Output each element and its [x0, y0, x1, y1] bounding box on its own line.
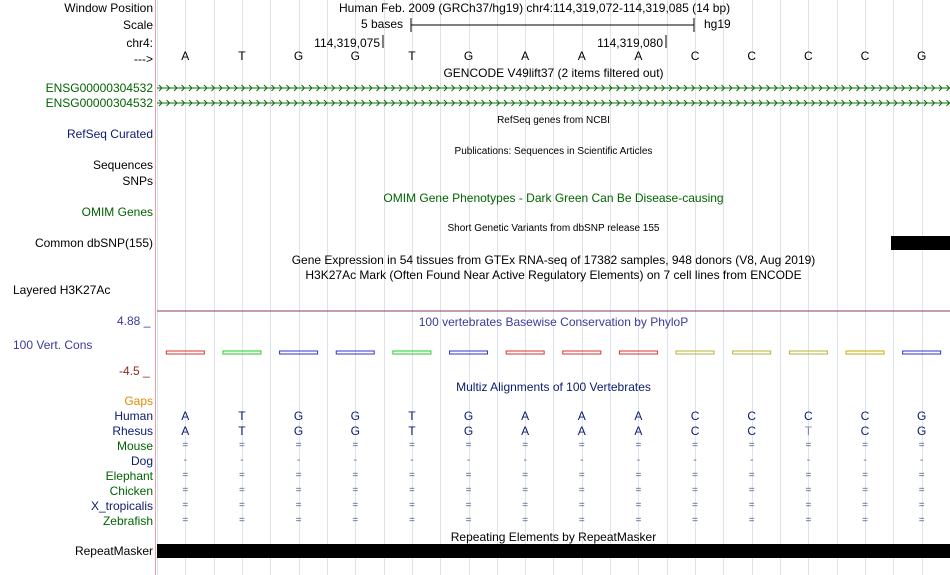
conservation-score-mark[interactable] [563, 351, 601, 354]
multiz-alignment-cell: G [293, 424, 304, 438]
multiz-alignment-cell: = [578, 470, 585, 481]
multiz-alignment-cell: - [863, 455, 867, 466]
multiz-alignment-cell: = [748, 515, 755, 526]
multiz-alignment-cell: = [862, 515, 868, 526]
multiz-alignment-cell: A [181, 424, 190, 438]
multiz-alignment-cell: = [805, 440, 812, 451]
multiz-alignment-cell: G [463, 424, 474, 438]
multiz-alignment-cell: = [692, 440, 698, 451]
gencode-item-2-label[interactable]: ENSG00000304532 [45, 96, 153, 110]
scale-label: Scale [122, 18, 153, 32]
multiz-alignment-cell: = [578, 440, 585, 451]
multiz-alignment-cell: T [804, 424, 813, 438]
multiz-alignment-cell: = [239, 515, 245, 526]
multiz-species-label[interactable]: Zebrafish [102, 514, 153, 528]
multiz-alignment-cell: - [296, 455, 301, 466]
base-letter: A [521, 49, 530, 63]
assembly-position-title[interactable]: Human Feb. 2009 (GRCh37/hg19) chr4:114,319,072-114,319,085 (14 bp) [339, 1, 731, 15]
multiz-alignment-cell: = [635, 500, 642, 511]
multiz-alignment-cell: = [408, 500, 415, 511]
multiz-alignment-cell: = [522, 515, 529, 526]
multiz-alignment-cell: = [918, 500, 925, 511]
strand-arrow-label: ---> [134, 52, 153, 66]
conservation-score-mark[interactable] [223, 351, 261, 354]
multiz-alignment-cell: = [239, 470, 245, 481]
conservation-track-label[interactable]: 100 Vert. Cons [13, 338, 93, 352]
multiz-alignment-cell: = [918, 515, 925, 526]
multiz-alignment-cell: = [182, 500, 189, 511]
multiz-alignment-cell: C [804, 409, 813, 423]
multiz-alignment-cell: = [522, 470, 529, 481]
multiz-alignment-cell: = [522, 485, 529, 496]
multiz-alignment-cell: = [805, 485, 812, 496]
conservation-score-mark[interactable] [393, 351, 431, 354]
multiz-alignment-cell: = [295, 485, 302, 496]
multiz-alignment-cell: A [634, 424, 643, 438]
h3k27ac-baseline [157, 310, 950, 313]
multiz-alignment-cell: = [295, 500, 302, 511]
multiz-alignment-cell: - [523, 455, 527, 466]
multiz-alignment-cell: = [862, 440, 868, 451]
multiz-alignment-cell: - [806, 455, 811, 466]
multiz-track-title[interactable]: Multiz Alignments of 100 Vertebrates [456, 380, 651, 394]
multiz-alignment-cell: = [465, 485, 472, 496]
multiz-species-label[interactable]: Human [114, 409, 153, 423]
scale-bar [405, 16, 705, 36]
multiz-alignment-cell: = [239, 485, 245, 496]
multiz-alignment-cell: = [182, 440, 189, 451]
multiz-alignment-cell: = [918, 470, 925, 481]
gencode-gene-features[interactable] [157, 81, 950, 111]
multiz-alignment-cell: - [353, 455, 357, 466]
base-letter: G [350, 49, 360, 63]
multiz-alignment-cell: = [465, 500, 472, 511]
base-letter: G [463, 49, 474, 63]
multiz-alignment-cell: G [916, 424, 927, 438]
multiz-alignment-cell: = [465, 515, 472, 526]
multiz-alignment-cell: = [352, 485, 359, 496]
multiz-alignment-cell: - [410, 455, 414, 466]
coordinate-tick-b: 114,319,080 [597, 36, 663, 50]
dbsnp-variant-feature[interactable] [891, 236, 950, 250]
multiz-alignment-cell: = [239, 500, 245, 511]
multiz-alignment-cell: = [182, 470, 189, 481]
multiz-alignment-cell: C [747, 409, 757, 423]
multiz-alignment-cell: - [466, 455, 471, 466]
conservation-score-mark[interactable] [506, 351, 544, 354]
base-letter: T [408, 49, 416, 63]
multiz-alignment-cell: = [182, 485, 189, 496]
chromosome-label: chr4: [126, 36, 153, 50]
gencode-item-1-label[interactable]: ENSG00000304532 [45, 81, 153, 95]
publications-snps-label[interactable]: SNPs [122, 174, 153, 188]
multiz-species-label[interactable]: Elephant [105, 469, 153, 483]
h3k27ac-track-title[interactable]: H3K27Ac Mark (Often Found Near Active Regulatory Elements) on 7 cell lines from ENCODE [305, 268, 802, 282]
multiz-alignment-cell: = [465, 470, 472, 481]
base-letter: G [916, 49, 927, 63]
multiz-alignment-cell: = [408, 470, 415, 481]
repeatmasker-track-label[interactable]: RepeatMasker [74, 544, 153, 558]
multiz-alignment-cell: - [580, 455, 584, 466]
multiz-alignment-cell: C [690, 409, 700, 423]
multiz-alignment-cell: = [182, 515, 189, 526]
base-letter: C [804, 49, 813, 63]
refseq-track-title[interactable]: RefSeq genes from NCBI [497, 115, 610, 126]
multiz-species-label[interactable]: Mouse [116, 439, 153, 453]
multiz-alignment-cell: = [578, 485, 585, 496]
multiz-alignment-cell: A [577, 424, 586, 438]
conservation-score-mark[interactable] [676, 351, 714, 354]
multiz-alignment-cell: = [352, 440, 359, 451]
multiz-alignment-cell: = [748, 485, 755, 496]
multiz-species-label[interactable]: X_tropicalis [90, 499, 153, 513]
conservation-score-mark[interactable] [450, 351, 488, 354]
multiz-alignment-cell: = [748, 440, 755, 451]
conservation-score-mark[interactable] [280, 351, 318, 354]
multiz-alignment-cell: = [408, 440, 415, 451]
multiz-alignment-cell: = [352, 470, 359, 481]
multiz-alignment-cell: = [805, 515, 812, 526]
multiz-alignment-cell: C [690, 424, 700, 438]
conservation-signal[interactable] [157, 344, 950, 364]
multiz-alignment-cell: = [635, 470, 642, 481]
conservation-score-mark[interactable] [903, 351, 941, 354]
multiz-alignment-cell: - [750, 455, 754, 466]
multiz-alignment-cell: = [862, 470, 868, 481]
scale-bar-text: 5 bases [361, 17, 404, 31]
conservation-score-mark[interactable] [733, 351, 771, 354]
conservation-score-mark[interactable] [166, 351, 204, 354]
conservation-score-mark[interactable] [846, 351, 884, 354]
multiz-alignment-cell: A [577, 409, 586, 423]
base-letter: G [293, 49, 304, 63]
multiz-alignment-cell: G [350, 424, 360, 438]
window-position-label: Window Position [64, 1, 153, 15]
multiz-alignment-cell: = [918, 485, 925, 496]
multiz-alignment-cell: = [239, 440, 245, 451]
multiz-alignment-cell: = [522, 500, 529, 511]
multiz-alignment-cell: = [635, 440, 642, 451]
conservation-min-label: -4.5 _ [119, 364, 150, 378]
multiz-alignment-cell: = [295, 440, 302, 451]
coordinate-tick-a-mark [382, 35, 385, 49]
multiz-alignment-cell: G [350, 409, 360, 423]
multiz-alignment-cell: = [295, 470, 302, 481]
multiz-alignment-cell: = [465, 440, 472, 451]
multiz-alignment-cell: = [635, 515, 642, 526]
multiz-alignment-cell: T [408, 409, 416, 423]
multiz-gaps-label[interactable]: Gaps [124, 394, 153, 408]
multiz-species-label[interactable]: Dog [130, 454, 153, 468]
gencode-track-title[interactable]: GENCODE V49lift37 (2 items filtered out) [443, 66, 664, 80]
multiz-alignment-cell: - [183, 455, 187, 466]
multiz-alignment-cell: - [240, 455, 244, 466]
h3k27ac-track-label[interactable]: Layered H3K27Ac [13, 283, 111, 297]
conservation-track-title[interactable]: 100 vertebrates Basewise Conservation by PhyloP [418, 315, 689, 329]
multiz-alignment-cell: G [916, 409, 927, 423]
multiz-alignment-cell: = [862, 500, 868, 511]
multiz-alignment-cell: = [692, 485, 698, 496]
refseq-track-label[interactable]: RefSeq Curated [66, 127, 153, 141]
multiz-alignment-cell: - [636, 455, 641, 466]
base-letter: C [860, 49, 870, 63]
multiz-alignment-cell: = [805, 470, 812, 481]
omim-track-title[interactable]: OMIM Gene Phenotypes - Dark Green Can Be Disease-causing [383, 191, 724, 205]
multiz-alignment-cell: = [805, 500, 812, 511]
coordinate-tick-a: 114,319,075 [314, 36, 380, 50]
multiz-alignment-cell: A [181, 409, 190, 423]
multiz-alignment-cell: C [860, 424, 870, 438]
conservation-score-mark[interactable] [336, 351, 374, 354]
multiz-alignment-cell: = [578, 515, 585, 526]
multiz-alignment-cell: - [693, 455, 697, 466]
base-letter: A [577, 49, 586, 63]
conservation-max-label: 4.88 _ [117, 314, 151, 328]
multiz-alignment-cell: = [352, 515, 359, 526]
repeatmasker-track-title[interactable]: Repeating Elements by RepeatMasker [450, 530, 657, 544]
base-letter: C [747, 49, 757, 63]
multiz-alignment-cell: = [522, 440, 529, 451]
multiz-alignment-cell: = [692, 515, 698, 526]
multiz-alignment-cell: = [352, 500, 359, 511]
multiz-alignment-cell: C [747, 424, 757, 438]
omim-track-label[interactable]: OMIM Genes [81, 205, 153, 219]
multiz-alignment-cell: A [521, 424, 530, 438]
multiz-alignment-cell: T [408, 424, 416, 438]
multiz-alignment-cell: = [408, 485, 415, 496]
conservation-score-mark[interactable] [619, 351, 657, 354]
multiz-alignment-cell: C [860, 409, 870, 423]
multiz-alignment-cell: T [238, 424, 246, 438]
multiz-alignment-cell: T [238, 409, 246, 423]
coordinate-tick-b-mark [665, 35, 668, 49]
publications-track-title[interactable]: Publications: Sequences in Scientific Articles [454, 146, 653, 157]
base-letter: A [634, 49, 643, 63]
multiz-alignment-cell: G [463, 409, 474, 423]
dbsnp-track-title[interactable]: Short Genetic Variants from dbSNP release 155 [447, 223, 660, 234]
base-letter: C [690, 49, 700, 63]
multiz-alignment-cell: = [408, 515, 415, 526]
multiz-alignment-cell: A [634, 409, 643, 423]
conservation-score-mark[interactable] [789, 351, 827, 354]
multiz-alignment-cell: = [692, 470, 698, 481]
scale-bar-db: hg19 [704, 17, 731, 31]
multiz-alignment-cell: - [919, 455, 924, 466]
multiz-alignment-cell: = [578, 500, 585, 511]
repeatmasker-feature[interactable] [157, 544, 950, 558]
multiz-alignment-cell: G [293, 409, 304, 423]
base-letter: A [181, 49, 190, 63]
gtex-track-title[interactable]: Gene Expression in 54 tissues from GTEx RNA-seq of 17382 samples, 948 donors (V8, Aug 2019) [291, 253, 816, 267]
dbsnp-track-label[interactable]: Common dbSNP(155) [34, 236, 153, 250]
publications-sequences-label[interactable]: Sequences [92, 158, 153, 172]
multiz-alignment-cell: = [862, 485, 868, 496]
multiz-alignment-cell: = [748, 470, 755, 481]
multiz-species-label[interactable]: Chicken [109, 484, 153, 498]
multiz-alignment-cell: = [295, 515, 302, 526]
multiz-species-label[interactable]: Rhesus [112, 424, 153, 438]
multiz-alignment-cell: = [692, 500, 698, 511]
multiz-alignment-cell: = [748, 500, 755, 511]
multiz-alignment-cell: = [918, 440, 925, 451]
multiz-alignment-cell: = [635, 485, 642, 496]
multiz-alignment-cell: A [521, 409, 530, 423]
base-letter: T [238, 49, 246, 63]
